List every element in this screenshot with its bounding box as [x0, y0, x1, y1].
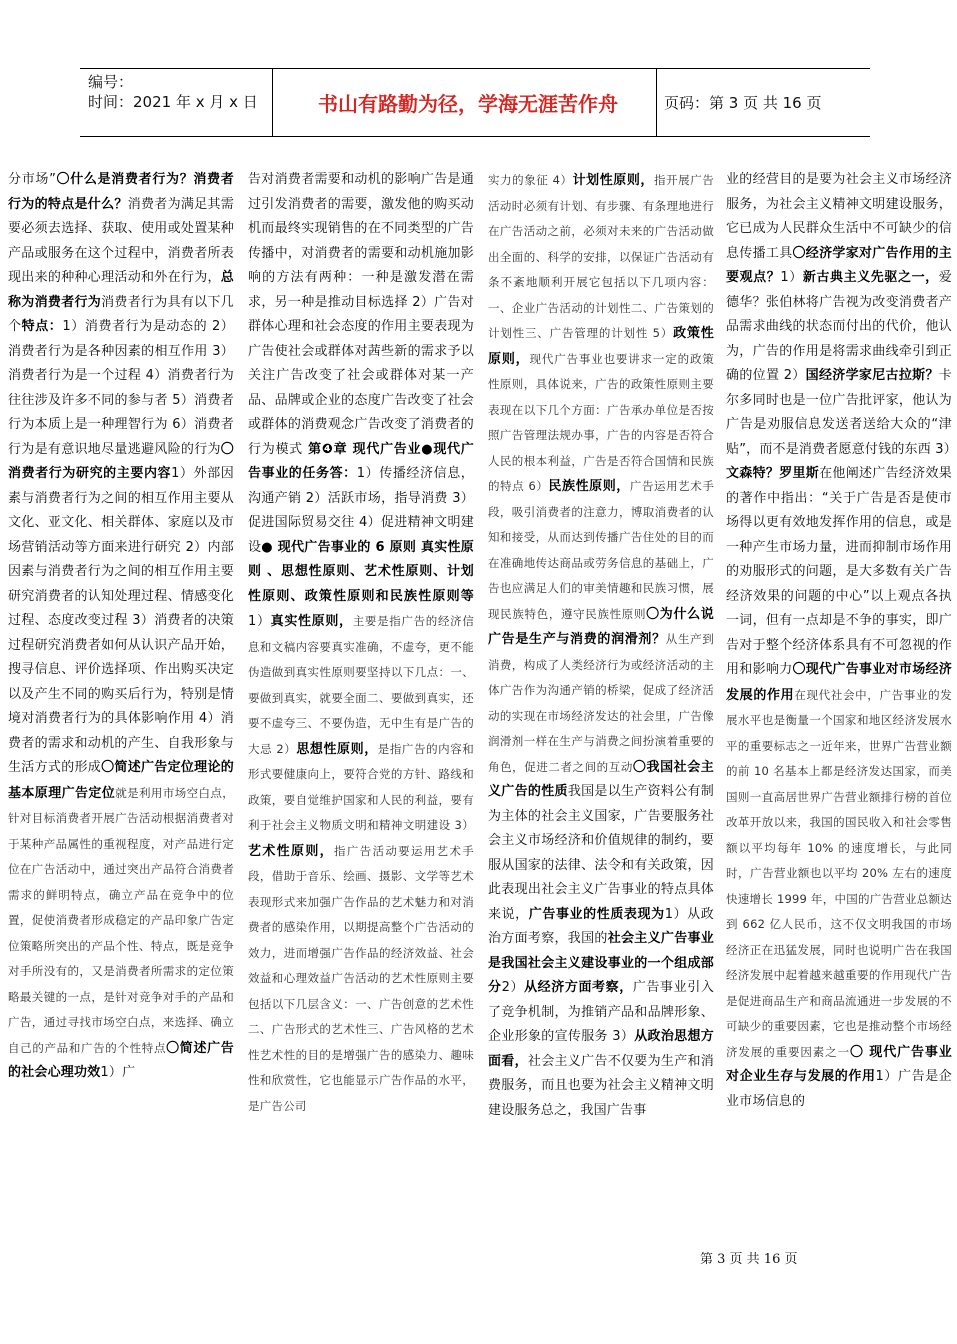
- heading-segment: 艺术性原则，: [248, 843, 334, 859]
- body-segment: 1）: [780, 270, 803, 285]
- body-segment: 分市场”: [8, 172, 57, 187]
- body-segment: 1）广: [100, 1065, 136, 1080]
- heading-segment: ● 现代广告事业的 6 原则 真实性原则 、思想性原则、艺术性原则、计划性原则、政策性原则和民族性原则等: [248, 539, 475, 604]
- body-segment: 广告运用艺术手段，吸引消费者的注意力，博取消费者的认知和接受，从而达到传播广告住处的目的而在准确地传达商品或劳务信息的基础上，广告也应满足人们的审美情趣和民族习惯，展现民族特色，遵守民族性原则: [488, 479, 715, 621]
- column-paragraph: [248, 168, 474, 1119]
- heading-segment: 真实性原则，: [270, 614, 353, 629]
- body-segment: 主要是指广告的经济信息和文稿内容要真实准确，不虚夸，更不能伪造做到真实性原则要坚持以下几点：一、要做到真实，就要全面二、要做到真实，还要不虚夸三、不要伪造，无中生有是广告的大忌 2）: [248, 614, 475, 756]
- heading-segment: 〇现代广告事业对市场经济发展的作用: [726, 662, 952, 703]
- heading-segment: 〇消费者行为研究的主要内容: [8, 441, 234, 481]
- header-meta: [88, 72, 258, 112]
- header-top-rule: [80, 68, 870, 69]
- header-divider-right: [656, 68, 657, 136]
- body-segment: 卡尔多同时也是一位广告批评家，他认为广告是劝服信息发送者送给大众的“津贴”，而不是消费者愿意付钱的东西 3）: [726, 368, 957, 457]
- heading-segment: 〇简述广告的社会心理功效: [8, 1040, 234, 1080]
- document-date-label: 时间：2021 年 x 月 x 日: [88, 93, 258, 111]
- heading-segment: 新古典主义先驱之一，: [802, 270, 939, 285]
- heading-segment: 文森特？罗里斯: [726, 466, 820, 481]
- text-column-3: [488, 168, 714, 1248]
- heading-segment: ●现代广告事业的任务答：: [248, 441, 474, 481]
- heading-segment: 民族性原则，: [548, 479, 630, 494]
- body-segment: 是指广告的内容和形式要健康向上，要符合党的方针、路线和政策，要自觉维护国家和人民的利益，要有利于社会主义物质文明和精神文明建设 3）: [248, 741, 474, 832]
- heading-segment: 〇什么是消费者行为？消费者行为的特点是什么？: [8, 172, 234, 212]
- heading-segment: 〇简述广告定位理论的基本原理广告定位: [8, 760, 234, 801]
- heading-segment: 〇经济学家对广告作用的主要观点？: [726, 245, 952, 285]
- heading-segment: 国经济学家尼古拉斯？: [805, 368, 939, 383]
- body-segment: 1）: [248, 614, 271, 629]
- body-segment: 消费者行为具有以下几个: [8, 294, 234, 334]
- body-segment: 就是利用市场空白点，针对目标消费者开展广告活动根据消费者对于某种产品属性的重视程度，对产品进行定位在广告活动中，通过突出产品符合消费者需求的鲜明特点，确立产品在竞争中的位置，促使消费者形成稳定的产品印象广告定位策略所突出的产品个性、特点，既是竞争对手所没有的，又是消费者所需求的定位策略最关键的一点，是针对竞争对手的产品和广告，通过寻找市场空白点，来选择、确立自己的产品和广告的个性特点: [8, 785, 234, 1055]
- body-segment: 实力的象征 4）: [488, 173, 573, 187]
- column-paragraph: [726, 168, 957, 1114]
- body-segment: 业的经营目的是要为社会主义市场经济服务，为社会主义精神文明建设服务，它已成为人民群众生活中不可缺少的信息传播工具: [726, 172, 952, 261]
- heading-segment: 特点：: [21, 319, 63, 334]
- body-segment: 1）广告是企业市场信息的: [726, 1069, 952, 1109]
- body-segment: 广告事业引入了竞争机制，为推销产品和品牌形象、企业形象的宣传服务 3）: [488, 980, 715, 1044]
- body-segment: 1）外部因素与消费者行为之间的相互作用主要从文化、亚文化、相关群体、家庭以及市场营销活动等方面来进行研究 2）内部因素与消费者行为之间的相互作用主要研究消费者的认知处理过程、情感变化过程、态度改变过程 3）消费者的决策过程研究消费者如何从认识产品开始，搜寻信息、评价选择项、作出购买决定以及产生不同的购买后行为，特别是情境对消费者行为的具体影响作用 4）消费者的需求和动机的产生、自我形象与生活方式的形成: [8, 466, 234, 775]
- body-segment: 在他阐述广告经济效果的著作中指出：“关于广告是否是使市场得以更有效地发挥作用的信息，或是一种产生市场力量，进而抑制市场作用的劝服形式的问题，是大多数有关广告经济效果的问题的中心”以上观点各执一词，但有一点却是不争的事实，即广告对于整个经济体系具有不可忽视的作用和影响力: [726, 466, 952, 677]
- body-segment: 我国是以生产资料公有制为主体的社会主义国家，广告要服务社会主义市场经济和价值规律的制约，要服从国家的法律、法令和有关政策，因此表现出社会主义广告事业的特点具体来说，: [488, 784, 715, 922]
- column-paragraph: [488, 168, 714, 1123]
- body-segment: 社会主义广告不仅要为生产和消费服务，而且也要为社会主义精神文明建设服务总之，我国广告事: [488, 1053, 714, 1118]
- heading-segment: 从经济方面考察，: [524, 980, 633, 995]
- text-column-1: [8, 168, 234, 1248]
- body-segment: 在现代社会中，广告事业的发展水平也是衡量一个国家和地区经济发展水平的重要标志之一近年来，世界广告营业额的前 10 名基本上都是经济发达国家，而美国则一直高居世界广告营业额排行榜的首位改革开放以来，我国的国民收入和社会零售额以平均每年 10% 的速度增长，与此同时，广告营业额也以平均 20% 左右的速度快速增长 1999 年，中国的广告营业总额达到 662 亿人民币，这不仅文明我国的市场经济正在迅猛发展，同时也说明广告在我国经济发展中起着越来越重要的作用现代广告是促进商品生产和商品流通进一步发展的不可缺少的重要因素，它也是推动整个市场经济发展的重要因素之一: [726, 687, 952, 1059]
- body-segment: 现代广告事业也要讲求一定的政策性原则，具体说来，广告的政策性原则主要表现在以下几个方面：广告承办单位是否按照广告管理法规办事，广告的内容是否符合人民的根本利益，广告是否符合国情和民族的特点 6）: [488, 351, 714, 493]
- header-page-number: 页码：第 3 页 共 16 页: [664, 94, 822, 112]
- body-segment: 指广告活动要运用艺术手段，借助于音乐、绘画、摄影、文学等艺术表现形式来加强广告作品的艺术魅力和对消费者的感染作用，以期提高整个广告活动的效力，进而增强广告作品的经济效益、社会效益和心理效益广告活动的艺术性原则主要包括以下几层含义：一、广告创意的艺术性二、广告形式的艺术性三、广告风格的艺术性艺术性的目的是增强广告的感染力、趣味性和欣赏性，它也能显示广告作品的水平，是广告公司: [248, 843, 475, 1113]
- body-segment: 从生产到消费，构成了人类经济行为或经济活动的主体广告作为沟通产销的桥梁，促成了经济活动的实现在市场经济发达的社会里，广告像润滑剂一样在生产与消费之间扮演着重要的角色，促进二者之间的互动: [488, 632, 714, 774]
- body-segment: 告对消费者需要和动机的影响广告是通过引发消费者的需要，激发他的购买动机而最终实现销售的在不同类型的广告传播中，对消费者的需要和动机施加影响的方法有两种：一种是激发潜在需求，另一种是推动目标选择 2）广告对群体心理和社会态度的作用主要表现为广告使社会或群体对茜些新的需求予以关注广告改变了社会或群体对某一产品、品牌或企业的态度广告改变了社会或群体的消费观念广告改变了消费者的行为模式: [248, 172, 474, 457]
- body-segment: 1）消费者行为是动态的 2）消费者行为是各种因素的相互作用 3）消费者行为是一个过程 4）消费者行为往往涉及许多不同的参与者 5）消费者行为本质上是一种理智行为 6）消费者行为是有意识地尽量逃避风险的行为: [8, 319, 235, 457]
- heading-segment: 计划性原则，: [572, 173, 655, 188]
- body-segment: 1）从政治方面考察，我国的: [488, 906, 714, 946]
- heading-segment: 第❹章 现代广告业: [302, 441, 422, 457]
- header-divider-left: [272, 68, 273, 136]
- body-segment: 指开展广告活动时必须有计划、有步骤、有条理地进行在广告活动之前，必须对未来的广告活动做出全面的、科学的安排，以保证广告活动有条不紊地顺利开展它包括以下几项内容：一、企业广告活动的计划性二、广告策划的计划性三、广告管理的计划性 5）: [488, 173, 715, 340]
- heading-segment: 从政治思想方面看，: [488, 1029, 715, 1069]
- footer-page-number: 第 3 页 共 16 页: [700, 1252, 798, 1267]
- heading-segment: 〇为什么说广告是生产与消费的润滑剂？: [488, 606, 714, 647]
- header-motto: 书山有路勤为径，学海无涯苦作舟: [318, 92, 618, 116]
- heading-segment: 广告事业的性质表现为: [528, 906, 665, 922]
- heading-segment: 总称为消费者行为: [8, 270, 234, 310]
- heading-segment: 社会主义广告事业是我国社会主义建设事业的一个组成部分: [488, 931, 714, 995]
- body-segment: 消费者为满足其需要必须去选择、获取、使用或处置某种产品或服务在这个过程中，消费者所表现出来的种种心理活动和外在行为，: [8, 196, 234, 285]
- header-bottom-rule: [80, 136, 870, 137]
- heading-segment: 政策性原则，: [488, 326, 715, 367]
- heading-segment: 思想性原则，: [296, 741, 378, 757]
- column-paragraph: [8, 168, 234, 1086]
- body-segment: 2）: [501, 980, 525, 995]
- text-column-4: [726, 168, 957, 1248]
- body-segment: 1）传播经济信息，沟通产销 2）活跃市场，指导消费 3）促进国际贸易交往 4）促进精神文明建设: [248, 466, 474, 555]
- heading-segment: 〇 现代广告事业对企业生存与发展的作用: [726, 1044, 952, 1084]
- heading-segment: 〇我国社会主义广告的性质: [488, 759, 715, 799]
- body-segment: 爱德华？张伯林将广告视为改变消费者产品需求曲线的状态而付出的代价，他认为，广告的作用是将需求曲线牵引到正确的位置 2）: [726, 270, 952, 383]
- document-number-label: 编号：: [88, 73, 134, 91]
- text-column-2: [248, 168, 474, 1248]
